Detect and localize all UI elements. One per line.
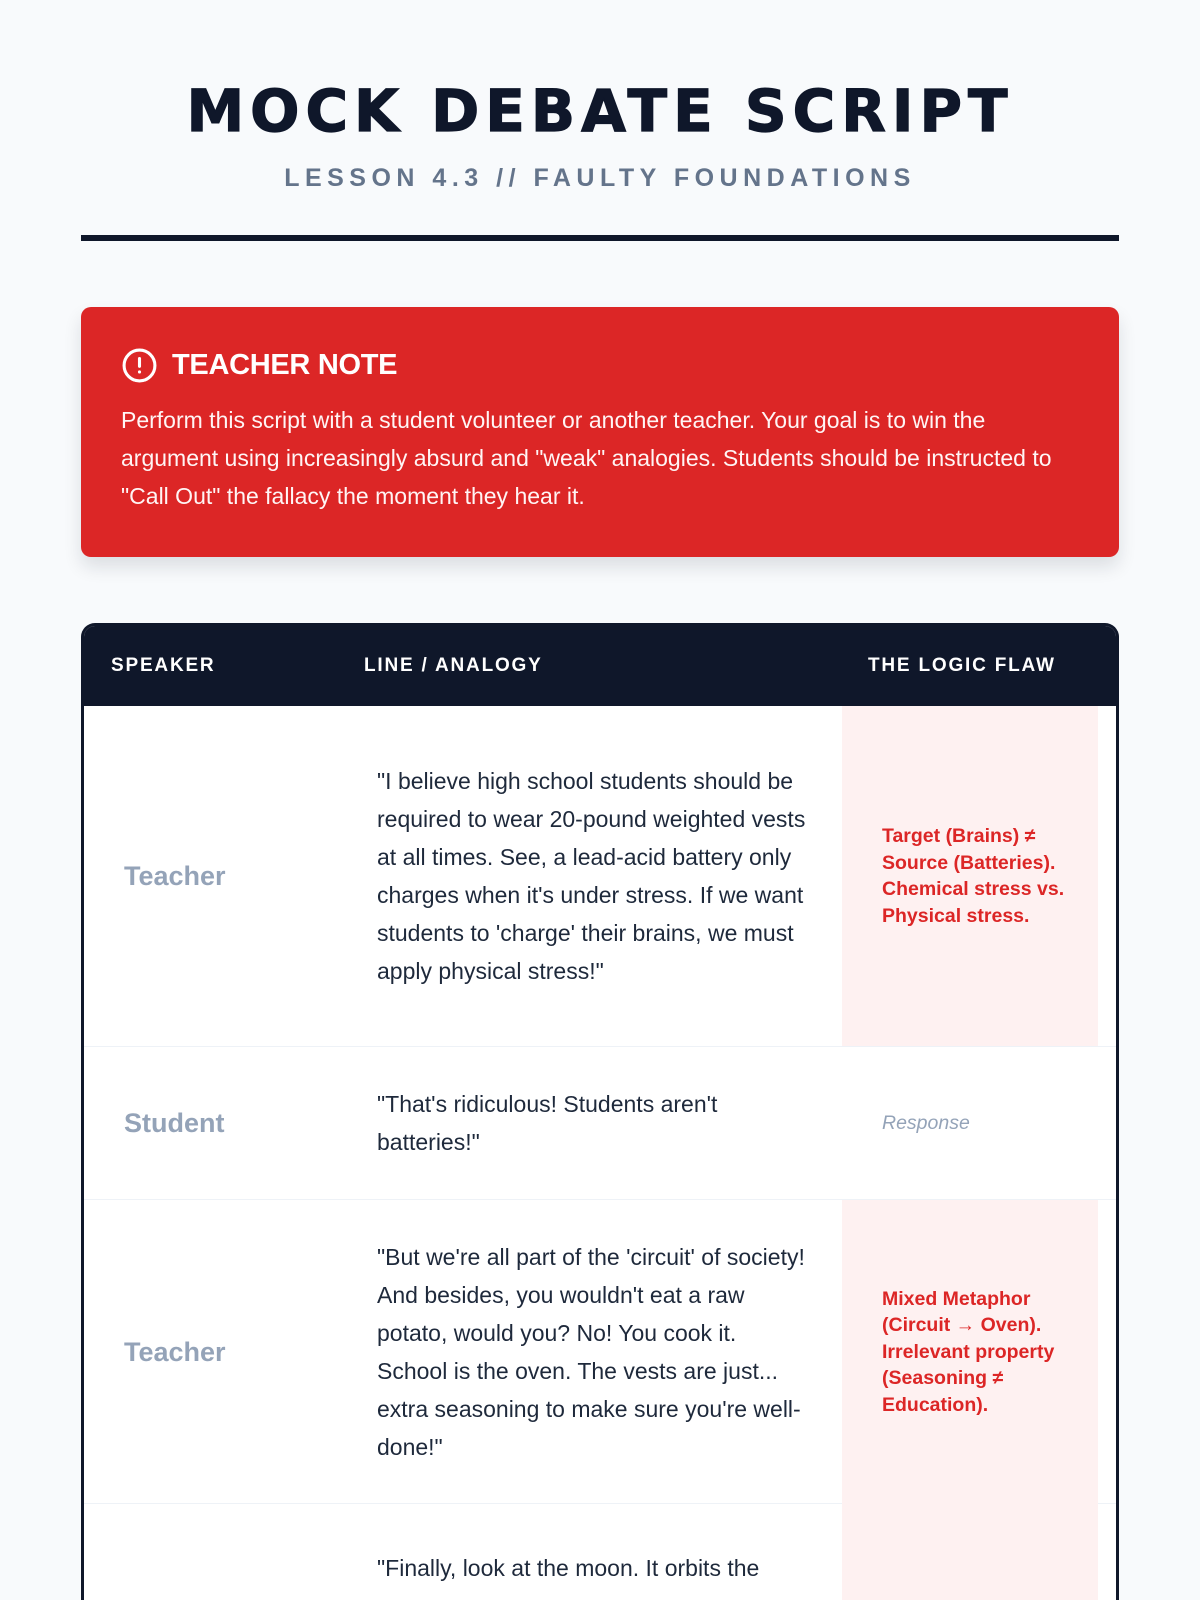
- speaker-cell: Student: [124, 1107, 225, 1138]
- teacher-note-body: Perform this script with a student volunteer or another teacher. Your goal is to win the argument using increasingly absurd and "weak" analogies. Students should be instructed to "Call Out" the fallacy the moment they hear it.: [121, 407, 1052, 509]
- flaw-text: Target (Brains) ≠ Source (Batteries). Chemical stress vs. Physical stress.: [882, 825, 1065, 927]
- header-divider: [81, 235, 1119, 241]
- exclamation-circle-icon: [121, 347, 158, 384]
- response-label: Response: [882, 1111, 970, 1134]
- page-subtitle: LESSON 4.3 // FAULTY FOUNDATIONS: [284, 164, 916, 192]
- flaw-text: Mixed Metaphor (Circuit → Oven). Irrelevant property (Seasoning ≠ Education).: [882, 1287, 1055, 1416]
- column-header-speaker: SPEAKER: [111, 655, 216, 676]
- page-header: [81, 0, 1119, 241]
- flaw-cell: [842, 1200, 1098, 1504]
- page-title: MOCK DEBATE SCRIPT: [186, 77, 1014, 145]
- line-text: "Finally, look at the moon. It orbits the: [377, 1555, 760, 1581]
- column-header-line: LINE / ANALOGY: [364, 655, 543, 676]
- table-row: [84, 706, 1116, 1047]
- script-table: [81, 623, 1119, 1600]
- table-header: [84, 626, 1116, 706]
- speaker-cell: Teacher: [124, 860, 226, 891]
- column-header-flaw: THE LOGIC FLAW: [868, 655, 1056, 676]
- flaw-cell: [842, 1047, 1098, 1199]
- line-cell: [342, 706, 842, 1046]
- speaker-cell: [84, 1504, 342, 1600]
- line-cell: [342, 1504, 842, 1600]
- teacher-note-callout: [81, 307, 1119, 557]
- line-text: "That's ridiculous! Students aren't batteries!": [377, 1091, 718, 1155]
- flaw-cell: [842, 1504, 1098, 1600]
- table-row: [84, 1200, 1116, 1504]
- line-text: "I believe high school students should be required to wear 20-pound weighted vests at all times. See, a lead-acid battery only charges when it's under stress. If we want students to 'charge' their brains, we must apply physical stress!": [377, 768, 806, 984]
- line-cell: [342, 1200, 842, 1504]
- table-row: [84, 1047, 1116, 1200]
- teacher-note-title: TEACHER NOTE: [172, 349, 398, 381]
- table-row: [84, 1504, 1116, 1600]
- line-text: "But we're all part of the 'circuit' of society! And besides, you wouldn't eat a raw potato, would you? No! You cook it. School is the oven. The vests are just... extra seasoning to make sure you're well-done!": [377, 1244, 805, 1460]
- teacher-note-header: [121, 347, 1079, 384]
- line-cell: [342, 1047, 842, 1199]
- flaw-cell: [842, 706, 1098, 1046]
- speaker-cell: Teacher: [124, 1336, 226, 1367]
